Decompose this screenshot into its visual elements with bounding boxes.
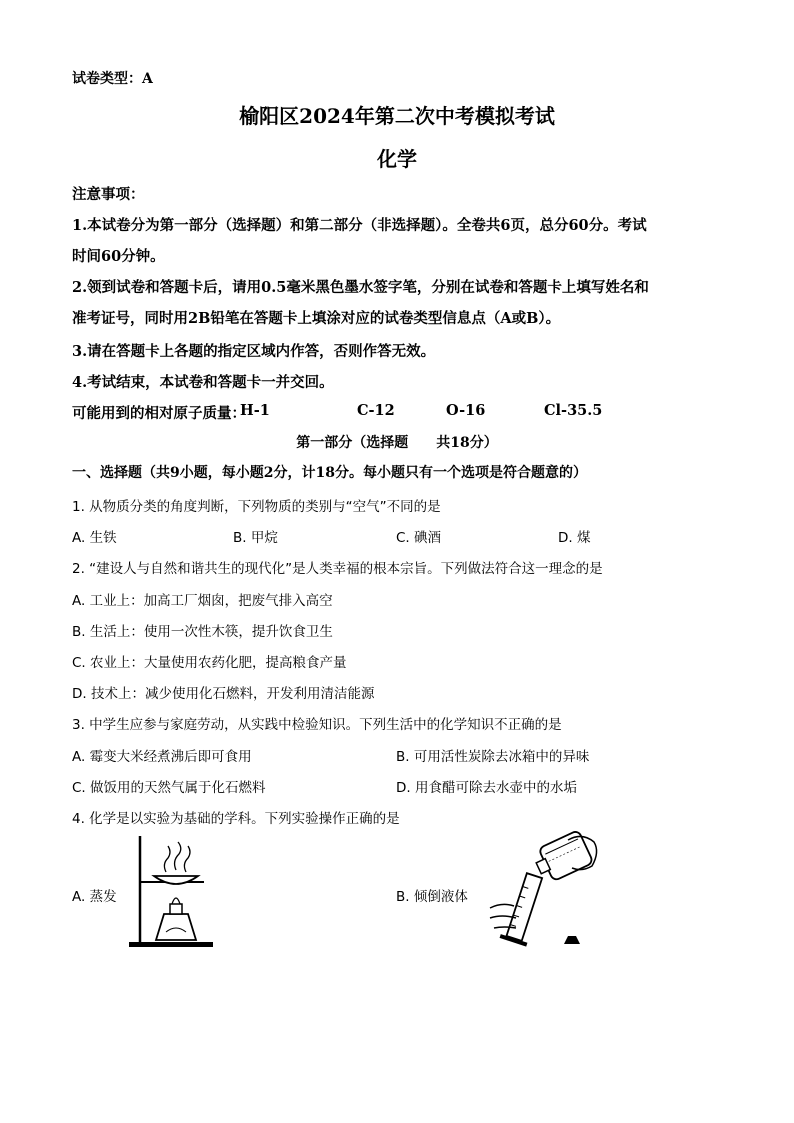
notes-heading: 注意事项： (72, 186, 145, 203)
part1-heading: 第一部分（选择题 共18分） (296, 435, 498, 451)
question-2-option-c: C. 农业上：大量使用农药化肥，提高粮食产量 (72, 655, 347, 671)
question-4-option-b: B. 倾倒液体 (396, 889, 468, 905)
atomic-mass-item: H-1 (240, 402, 270, 419)
question-1-option-d: D. 煤 (558, 530, 591, 546)
question-3-option-c: C. 做饭用的天然气属于化石燃料 (72, 780, 266, 796)
note-line: 准考证号，同时用2B铅笔在答题卡上填涂对应的试卷类型信息点（A或B）。 (72, 310, 561, 327)
atomic-mass-item: O-16 (446, 402, 486, 419)
question-3-option-a: A. 霉变大米经煮沸后即可食用 (72, 749, 252, 765)
note-line: 1.本试卷分为第一部分（选择题）和第二部分（非选择题）。全卷共6页，总分60分。考试 (72, 217, 647, 234)
question-2-option-d: D. 技术上：减少使用化石燃料，开发利用清洁能源 (72, 686, 375, 702)
pouring-liquid-illustration (486, 828, 606, 952)
subject-title: 化学 (377, 147, 417, 171)
question-2-option-a: A. 工业上：加高工厂烟囱，把废气排入高空 (72, 593, 333, 609)
question-4-option-a: A. 蒸发 (72, 889, 117, 905)
question-1-option-b: B. 甲烷 (233, 530, 278, 546)
question-1-option-a: A. 生铁 (72, 530, 117, 546)
question-3-stem: 3. 中学生应参与家庭劳动，从实践中检验知识。下列生活中的化学知识不正确的是 (72, 717, 562, 733)
note-line: 2.领到试卷和答题卡后，请用0.5毫米黑色墨水签字笔，分别在试卷和答题卡上填写姓名和 (72, 279, 649, 296)
atomic-mass-label: 可能用到的相对原子质量： (72, 405, 246, 422)
question-3-option-d: D. 用食醋可除去水壶中的水垢 (396, 780, 577, 796)
question-1-stem: 1. 从物质分类的角度判断，下列物质的类别与“空气”不同的是 (72, 499, 441, 515)
question-1-option-c: C. 碘酒 (396, 530, 442, 546)
question-2-option-b: B. 生活上：使用一次性木筷，提升饮食卫生 (72, 624, 333, 640)
question-4-stem: 4. 化学是以实验为基础的学科。下列实验操作正确的是 (72, 811, 400, 827)
paper-type: 试卷类型：A (72, 71, 153, 87)
atomic-mass-item: C-12 (357, 402, 395, 419)
question-2-stem: 2. “建设人与自然和谐共生的现代化”是人类幸福的根本宗旨。下列做法符合这一理念的是 (72, 561, 603, 577)
section1-heading: 一、选择题（共9小题，每小题2分，计18分。每小题只有一个选项是符合题意的） (72, 465, 587, 481)
note-line: 4.考试结束，本试卷和答题卡一并交回。 (72, 374, 334, 391)
evaporation-apparatus-illustration (126, 832, 216, 950)
question-3-option-b: B. 可用活性炭除去冰箱中的异味 (396, 749, 590, 765)
exam-title: 榆阳区2024年第二次中考模拟考试 (239, 104, 555, 128)
note-line: 时间60分钟。 (72, 248, 165, 265)
note-line: 3.请在答题卡上各题的指定区域内作答，否则作答无效。 (72, 343, 436, 360)
atomic-mass-item: Cl-35.5 (544, 402, 603, 419)
